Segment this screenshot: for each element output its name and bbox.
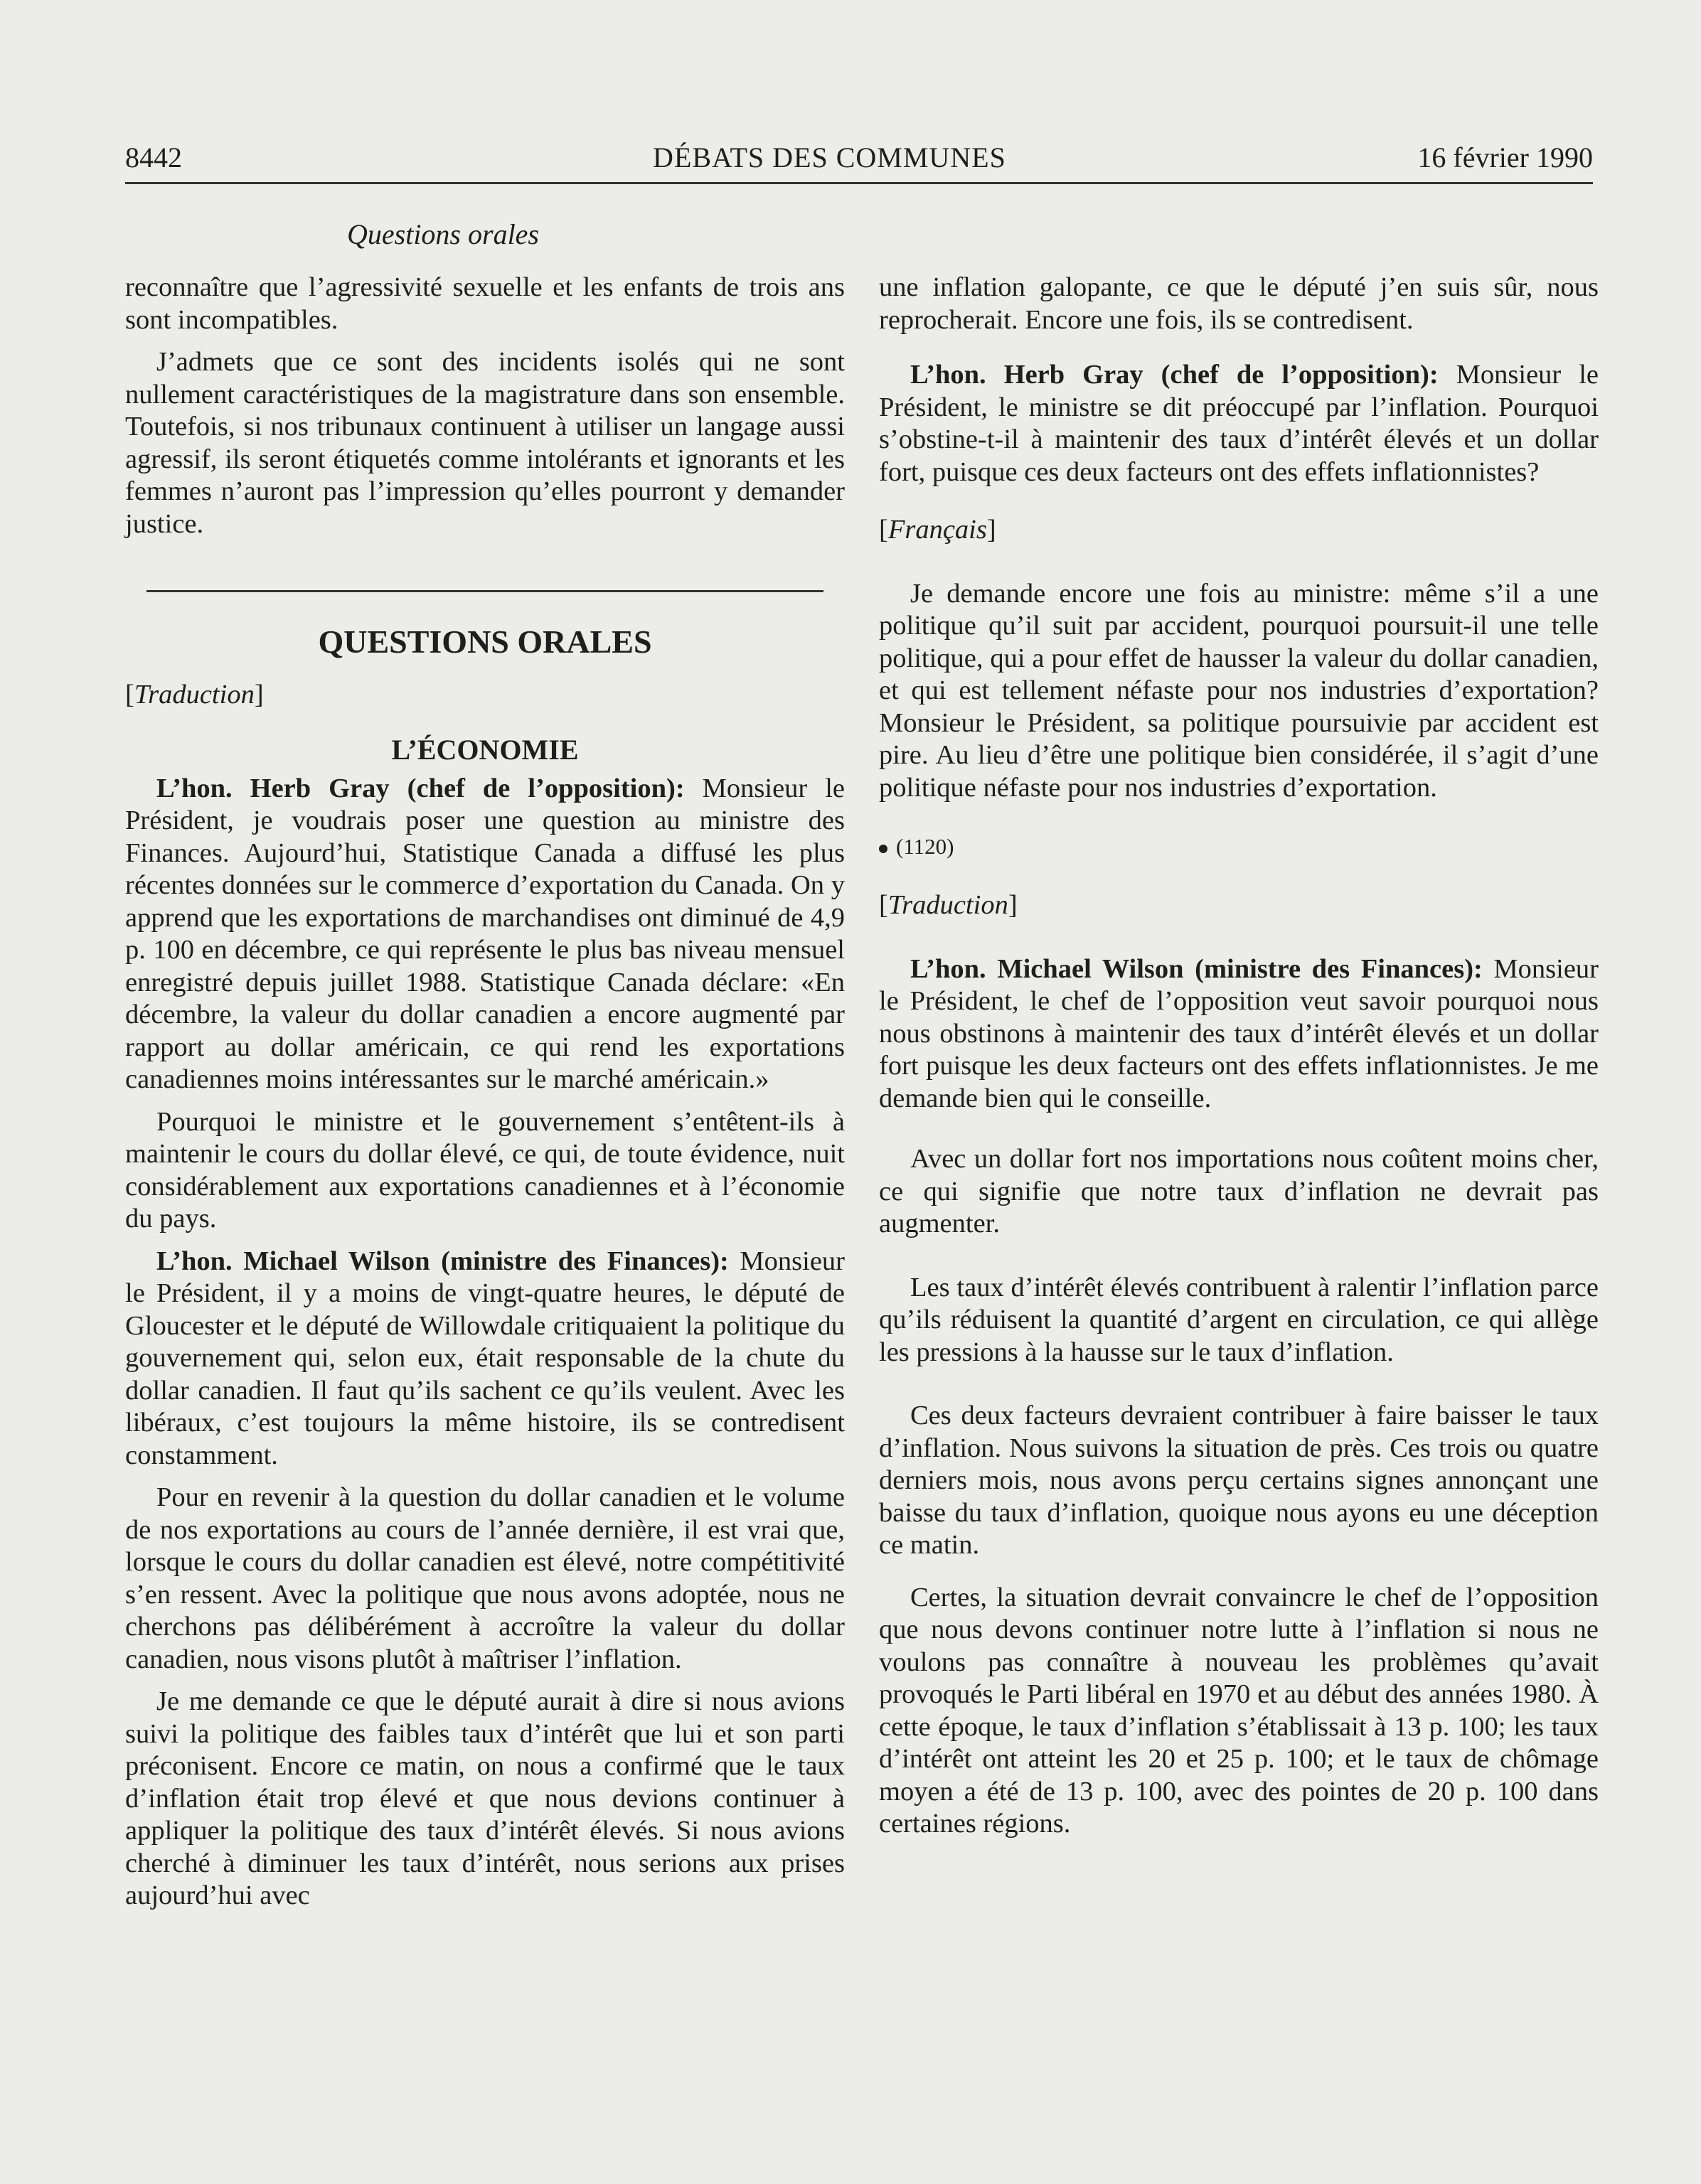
speech-text: Monsieur le Président, le ministre se dit préoccupé par l’inflation. Pourquoi s’obstine-t-il à maintenir des taux d’intérêt élevés et un dollar fort, puisque ces deux facteurs ont des effets inflationnistes? — [879, 360, 1599, 487]
section-divider — [146, 590, 823, 592]
running-header — [125, 139, 1593, 184]
speaker-name: L’hon. Michael Wilson (ministre des Finances): — [910, 953, 1483, 984]
paragraph: Pourquoi le ministre et le gouvernement s’entêtent-ils à maintenir le cours du dollar élevé, ce qui, de toute évidence, nuit considérablement aux exportations canadiennes et à l’économie du pays. — [125, 1106, 845, 1233]
bullet-icon — [879, 845, 887, 853]
left-column — [125, 272, 845, 1912]
language-tag-text: Traduction — [887, 890, 1008, 920]
language-tag: [Traduction] — [125, 680, 264, 710]
right-column — [879, 272, 1599, 1841]
speech — [125, 773, 845, 1096]
speaker-name: L’hon. Michael Wilson (ministre des Finances): — [156, 1246, 729, 1276]
publication-date: 16 février 1990 — [1417, 141, 1593, 173]
language-tag-text: Traduction — [134, 680, 255, 710]
page-number: 8442 — [125, 141, 182, 173]
speaker-name: L’hon. Herb Gray (chef de l’opposition): — [910, 360, 1439, 390]
language-tag: [Traduction] — [879, 890, 1018, 920]
language-tag-text: Français — [887, 515, 987, 545]
paragraph: Avec un dollar fort nos importations nous coûtent moins cher, ce qui signifie que notre taux d’inflation ne devrait pas augmenter. — [879, 1144, 1599, 1238]
speech — [879, 953, 1599, 1115]
rubric-title: L’ÉCONOMIE — [391, 733, 579, 766]
paragraph: une inflation galopante, ce que le député j’en suis sûr, nous reprocherait. Encore une fois, ils se contredisent. — [879, 272, 1599, 335]
language-tag: [Français] — [879, 515, 996, 545]
speech-text: Monsieur le Président, je voudrais poser une question au ministre des Finances. Aujourd’hui, Statistique Canada a diffusé les plus récentes données sur le commerce d’exportation du Canada. On y apprend que les exportations de marchandises ont diminué de 4,9 p. 100 en décembre, ce qui représente le plus bas niveau mensuel enregistré depuis juillet 1988. Statistique Canada déclare: «En décembre, la valeur du dollar canadien a encore augmenté par rapport au dollar américain, ce qui rend les exportations canadiennes moins intéressantes sur le marché américain.» — [125, 773, 845, 1094]
paragraph: J’admets que ce sont des incidents isolés qui ne sont nullement caractéristiques de la magistrature dans son ensemble. Toutefois, si nos tribunaux continuent à utiliser un langage aussi agressif, ils seront étiquetés comme intolérants et ignorants et les femmes n’auront pas l’impression qu’elles pourront y demander justice. — [125, 347, 845, 539]
speech — [125, 1246, 845, 1472]
paragraph: Je demande encore une fois au ministre: même s’il a une politique qu’il suit par accident, pourquoi poursuit-il une telle politique, qui a pour effet de hausser la valeur du dollar canadien, et qui est tellement néfaste pour nos industries d’exportation? Monsieur le Président, sa politique poursuivie par accident est pire. Au lieu d’être une politique bien considérée, il s’agit d’une politique néfaste pour nos industries d’exportation. — [879, 578, 1599, 803]
section-title: QUESTIONS ORALES — [318, 623, 652, 660]
timestamp: (1120) — [879, 833, 1599, 861]
publication-title: DÉBATS DES COMMUNES — [653, 141, 1006, 173]
paragraph: Je me demande ce que le député aurait à dire si nous avions suivi la politique des faibles taux d’intérêt que lui et son parti préconisent. Encore ce matin, on nous a confirmé que le taux d’inflation était trop élevé et que nous devions continuer à appliquer la politique des taux d’intérêt élevés. Si nous avions cherché à diminuer les taux d’intérêt, nous serions aux prises aujourd’hui avec — [125, 1686, 845, 1910]
section-subheading: Questions orales — [347, 218, 539, 250]
speech-text: Monsieur le Président, il y a moins de vingt-quatre heures, le député de Gloucester et le député de Willowdale critiquaient la politique du gouvernement qui, selon eux, était responsable de la chute du dollar canadien. Il faut qu’ils sachent ce qu’ils veulent. Avec les libéraux, c’est toujours la même histoire, ils se contredisent constamment. — [125, 1246, 845, 1470]
paragraph: Ces deux facteurs devraient contribuer à faire baisser le taux d’inflation. Nous suivons la situation de près. Ces trois ou quatre derniers mois, nous avons perçu certains signes annonçant une baisse du taux d’inflation, quoique nous ayons eu une déception ce matin. — [879, 1401, 1599, 1560]
paragraph: Certes, la situation devrait convaincre le chef de l’opposition que nous devons continuer notre lutte à l’inflation si nous ne voulons pas connaître à nouveau les problèmes qu’avait provoqués le Parti libéral en 1970 et au début des années 1980. À cette époque, le taux d’inflation s’établissait à 13 p. 100; les taux d’intérêt ont atteint les 20 et 25 p. 100; et le taux de chômage moyen a été de 13 p. 100, avec des pointes de 20 p. 100 dans certaines régions. — [879, 1582, 1599, 1838]
paragraph: Pour en revenir à la question du dollar canadien et le volume de nos exportations au cours de l’année dernière, il est vrai que, lorsque le cours du dollar canadien est élevé, notre compétitivité s’en ressent. Avec la politique que nous avons adoptée, nous ne cherchons pas délibérément à accroître la valeur du dollar canadien, nous visons plutôt à maîtriser l’inflation. — [125, 1482, 845, 1674]
speech-text: Monsieur le Président, le chef de l’opposition veut savoir pourquoi nous nous obstinons à maintenir des taux d’intérêt élevés et un dollar fort puisque les deux facteurs ont des effets inflationnistes. Je me demande bien qui le conseille. — [879, 953, 1599, 1113]
speaker-name: L’hon. Herb Gray (chef de l’opposition): — [156, 773, 685, 803]
paragraph: reconnaître que l’agressivité sexuelle et les enfants de trois ans sont incompatibles. — [125, 272, 845, 335]
paragraph: Les taux d’intérêt élevés contribuent à ralentir l’inflation parce qu’ils réduisent la quantité d’argent en circulation, ce qui allège les pressions à la hausse sur le taux d’inflation. — [879, 1272, 1599, 1367]
speech — [879, 359, 1599, 488]
